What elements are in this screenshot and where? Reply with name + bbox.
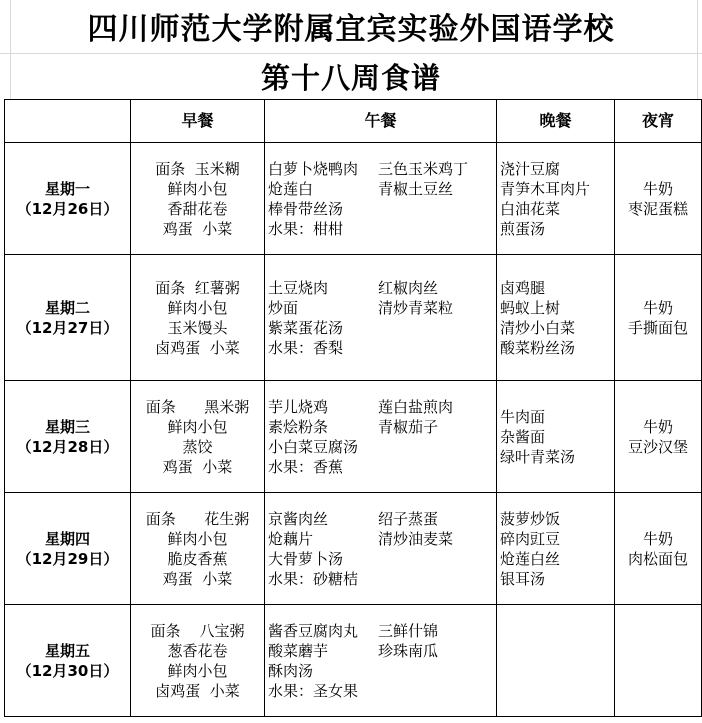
lunch-line <box>268 569 496 589</box>
breakfast-item: 鸡蛋 小菜 <box>162 219 233 238</box>
header-lunch: 午餐 <box>265 100 497 143</box>
lunch-item: 酸菜蘑芋 <box>268 641 329 660</box>
dinner-cell <box>497 605 615 717</box>
lunch-item: 清炒青菜粒 <box>378 298 454 317</box>
lunch-line <box>268 509 496 529</box>
day-name: 星期一 <box>44 179 90 198</box>
lunch-item: 白萝卜烧鸭肉 <box>268 159 359 178</box>
breakfast-item: 面条 花生粥 <box>145 509 250 528</box>
dinner-item: 菠萝炒饭 <box>500 509 561 528</box>
breakfast-item: 面条 八宝粥 <box>150 621 245 640</box>
lunch-item: 炝莲白 <box>268 179 314 198</box>
header-night: 夜宵 <box>615 100 702 143</box>
breakfast-item: 鲜肉小包 <box>167 417 228 436</box>
lunch-item: 青椒土豆丝 <box>378 179 454 198</box>
lunch-item <box>378 318 496 338</box>
breakfast-item: 鸡蛋 小菜 <box>162 457 233 476</box>
day-cell <box>5 605 131 717</box>
lunch-line <box>268 641 496 661</box>
header-dinner: 晚餐 <box>497 100 615 143</box>
dinner-cell <box>497 255 615 381</box>
lunch-line <box>268 661 496 681</box>
breakfast-item: 面条 黑米粥 <box>145 397 250 416</box>
day-cell <box>5 143 131 255</box>
day-row <box>5 605 702 717</box>
dinner-item: 青笋木耳肉片 <box>500 179 591 198</box>
day-name: 星期五 <box>44 641 90 660</box>
lunch-item: 炒面 <box>268 298 299 317</box>
night-snack-cell <box>615 605 702 717</box>
weekly-menu-table <box>4 99 702 717</box>
lunch-item: 青椒茄子 <box>378 417 439 436</box>
dinner-item: 银耳汤 <box>500 569 546 588</box>
header-day <box>5 100 131 143</box>
dinner-item: 酸菜粉丝汤 <box>500 338 576 357</box>
lunch-item: 水果：香蕉 <box>268 457 344 476</box>
day-row <box>5 381 702 493</box>
day-name: 星期四 <box>44 529 90 548</box>
dinner-cell <box>497 493 615 605</box>
lunch-item: 棒骨带丝汤 <box>268 199 344 218</box>
lunch-item: 水果：圣女果 <box>268 681 359 700</box>
lunch-item <box>378 457 496 477</box>
breakfast-cell <box>131 381 265 493</box>
breakfast-item: 鲜肉小包 <box>167 179 228 198</box>
header-breakfast: 早餐 <box>131 100 265 143</box>
lunch-item <box>378 569 496 589</box>
day-row <box>5 493 702 605</box>
lunch-item: 素烩粉条 <box>268 417 329 436</box>
lunch-line <box>268 549 496 569</box>
dinner-item: 杂酱面 <box>500 427 546 446</box>
header-row <box>5 100 702 143</box>
day-date: （12月27日） <box>16 318 119 337</box>
day-name: 星期三 <box>44 417 90 436</box>
day-cell <box>5 255 131 381</box>
lunch-line <box>268 318 496 338</box>
night-snack-item: 肉松面包 <box>627 549 688 568</box>
night-snack-item: 牛奶 <box>642 417 673 436</box>
menu-title: 第十八周食谱 <box>260 61 441 95</box>
day-date: （12月29日） <box>16 549 119 568</box>
night-snack-cell <box>615 143 702 255</box>
night-snack-item: 手撕面包 <box>627 318 688 337</box>
breakfast-cell <box>131 493 265 605</box>
lunch-line <box>268 417 496 437</box>
lunch-cell <box>265 255 497 381</box>
breakfast-item: 卤鸡蛋 小菜 <box>155 338 240 357</box>
dinner-item: 牛肉面 <box>500 407 546 426</box>
day-cell <box>5 493 131 605</box>
lunch-line <box>268 681 496 701</box>
lunch-item: 紫菜蛋花汤 <box>268 318 344 337</box>
lunch-line <box>268 219 496 239</box>
lunch-item: 珍珠南瓜 <box>378 641 439 660</box>
day-date: （12月30日） <box>16 661 119 680</box>
lunch-line <box>268 457 496 477</box>
night-snack-cell <box>615 493 702 605</box>
lunch-line <box>268 338 496 358</box>
lunch-line <box>268 278 496 298</box>
lunch-item: 酱香豆腐肉丸 <box>268 621 359 640</box>
night-snack-item: 豆沙汉堡 <box>627 437 688 456</box>
breakfast-item: 鲜肉小包 <box>167 298 228 317</box>
night-snack-item: 枣泥蛋糕 <box>627 199 688 218</box>
lunch-item: 莲白盐煎肉 <box>378 397 454 416</box>
lunch-item: 小白菜豆腐汤 <box>268 437 359 456</box>
breakfast-item: 蒸饺 <box>182 437 213 456</box>
lunch-item: 芋儿烧鸡 <box>268 397 329 416</box>
breakfast-cell <box>131 143 265 255</box>
lunch-item: 水果：柑柑 <box>268 219 344 238</box>
dinner-cell <box>497 143 615 255</box>
lunch-item <box>378 681 496 701</box>
breakfast-cell <box>131 255 265 381</box>
night-snack-item: 牛奶 <box>642 529 673 548</box>
night-snack-cell <box>615 255 702 381</box>
lunch-item: 红椒肉丝 <box>378 278 439 297</box>
breakfast-item: 鸡蛋 小菜 <box>162 569 233 588</box>
day-name: 星期二 <box>44 298 90 317</box>
lunch-item: 酥肉汤 <box>268 661 314 680</box>
lunch-item <box>378 661 496 681</box>
dinner-item: 绿叶青菜汤 <box>500 447 576 466</box>
dinner-cell <box>497 381 615 493</box>
school-title: 四川师范大学附属宜宾实验外国语学校 <box>87 12 615 47</box>
lunch-item: 京酱肉丝 <box>268 509 329 528</box>
dinner-item: 卤鸡腿 <box>500 278 546 297</box>
sheet-gridline <box>0 53 702 54</box>
lunch-cell <box>265 143 497 255</box>
lunch-cell <box>265 605 497 717</box>
day-date: （12月26日） <box>16 199 119 218</box>
lunch-line <box>268 529 496 549</box>
lunch-item: 三色玉米鸡丁 <box>378 159 469 178</box>
breakfast-item: 玉米馒头 <box>167 318 228 337</box>
lunch-line <box>268 199 496 219</box>
lunch-item: 绍子蒸蛋 <box>378 509 439 528</box>
lunch-line <box>268 179 496 199</box>
night-snack-cell <box>615 381 702 493</box>
lunch-item: 水果：香梨 <box>268 338 344 357</box>
breakfast-item: 面条 红薯粥 <box>155 278 240 297</box>
breakfast-item: 脆皮香蕉 <box>167 549 228 568</box>
lunch-item: 三鲜什锦 <box>378 621 439 640</box>
day-cell <box>5 381 131 493</box>
lunch-item: 炝藕片 <box>268 529 314 548</box>
dinner-item: 白油花菜 <box>500 199 561 218</box>
dinner-item: 炝莲白丝 <box>500 549 561 568</box>
lunch-item: 清炒油麦菜 <box>378 529 454 548</box>
lunch-line <box>268 621 496 641</box>
lunch-line <box>268 159 496 179</box>
lunch-item <box>378 199 496 219</box>
dinner-item: 碎肉豇豆 <box>500 529 561 548</box>
lunch-item <box>378 437 496 457</box>
night-snack-item: 牛奶 <box>642 298 673 317</box>
breakfast-item: 香甜花卷 <box>167 199 228 218</box>
breakfast-item: 面条 玉米糊 <box>155 159 240 178</box>
breakfast-item: 葱香花卷 <box>167 641 228 660</box>
lunch-cell <box>265 381 497 493</box>
lunch-item <box>378 338 496 358</box>
lunch-line <box>268 397 496 417</box>
lunch-item: 大骨萝卜汤 <box>268 549 344 568</box>
night-snack-item: 牛奶 <box>642 179 673 198</box>
lunch-item <box>378 219 496 239</box>
breakfast-cell <box>131 605 265 717</box>
day-date: （12月28日） <box>16 437 119 456</box>
dinner-item: 蚂蚁上树 <box>500 298 561 317</box>
day-row <box>5 143 702 255</box>
lunch-item: 水果：砂糖桔 <box>268 569 359 588</box>
lunch-line <box>268 298 496 318</box>
dinner-item: 浇汁豆腐 <box>500 159 561 178</box>
breakfast-item: 鲜肉小包 <box>167 661 228 680</box>
lunch-line <box>268 437 496 457</box>
breakfast-item: 卤鸡蛋 小菜 <box>155 681 240 700</box>
lunch-cell <box>265 493 497 605</box>
dinner-item: 煎蛋汤 <box>500 219 546 238</box>
breakfast-item: 鲜肉小包 <box>167 529 228 548</box>
lunch-item <box>378 549 496 569</box>
lunch-item: 土豆烧肉 <box>268 278 329 297</box>
dinner-item: 清炒小白菜 <box>500 318 576 337</box>
day-row <box>5 255 702 381</box>
